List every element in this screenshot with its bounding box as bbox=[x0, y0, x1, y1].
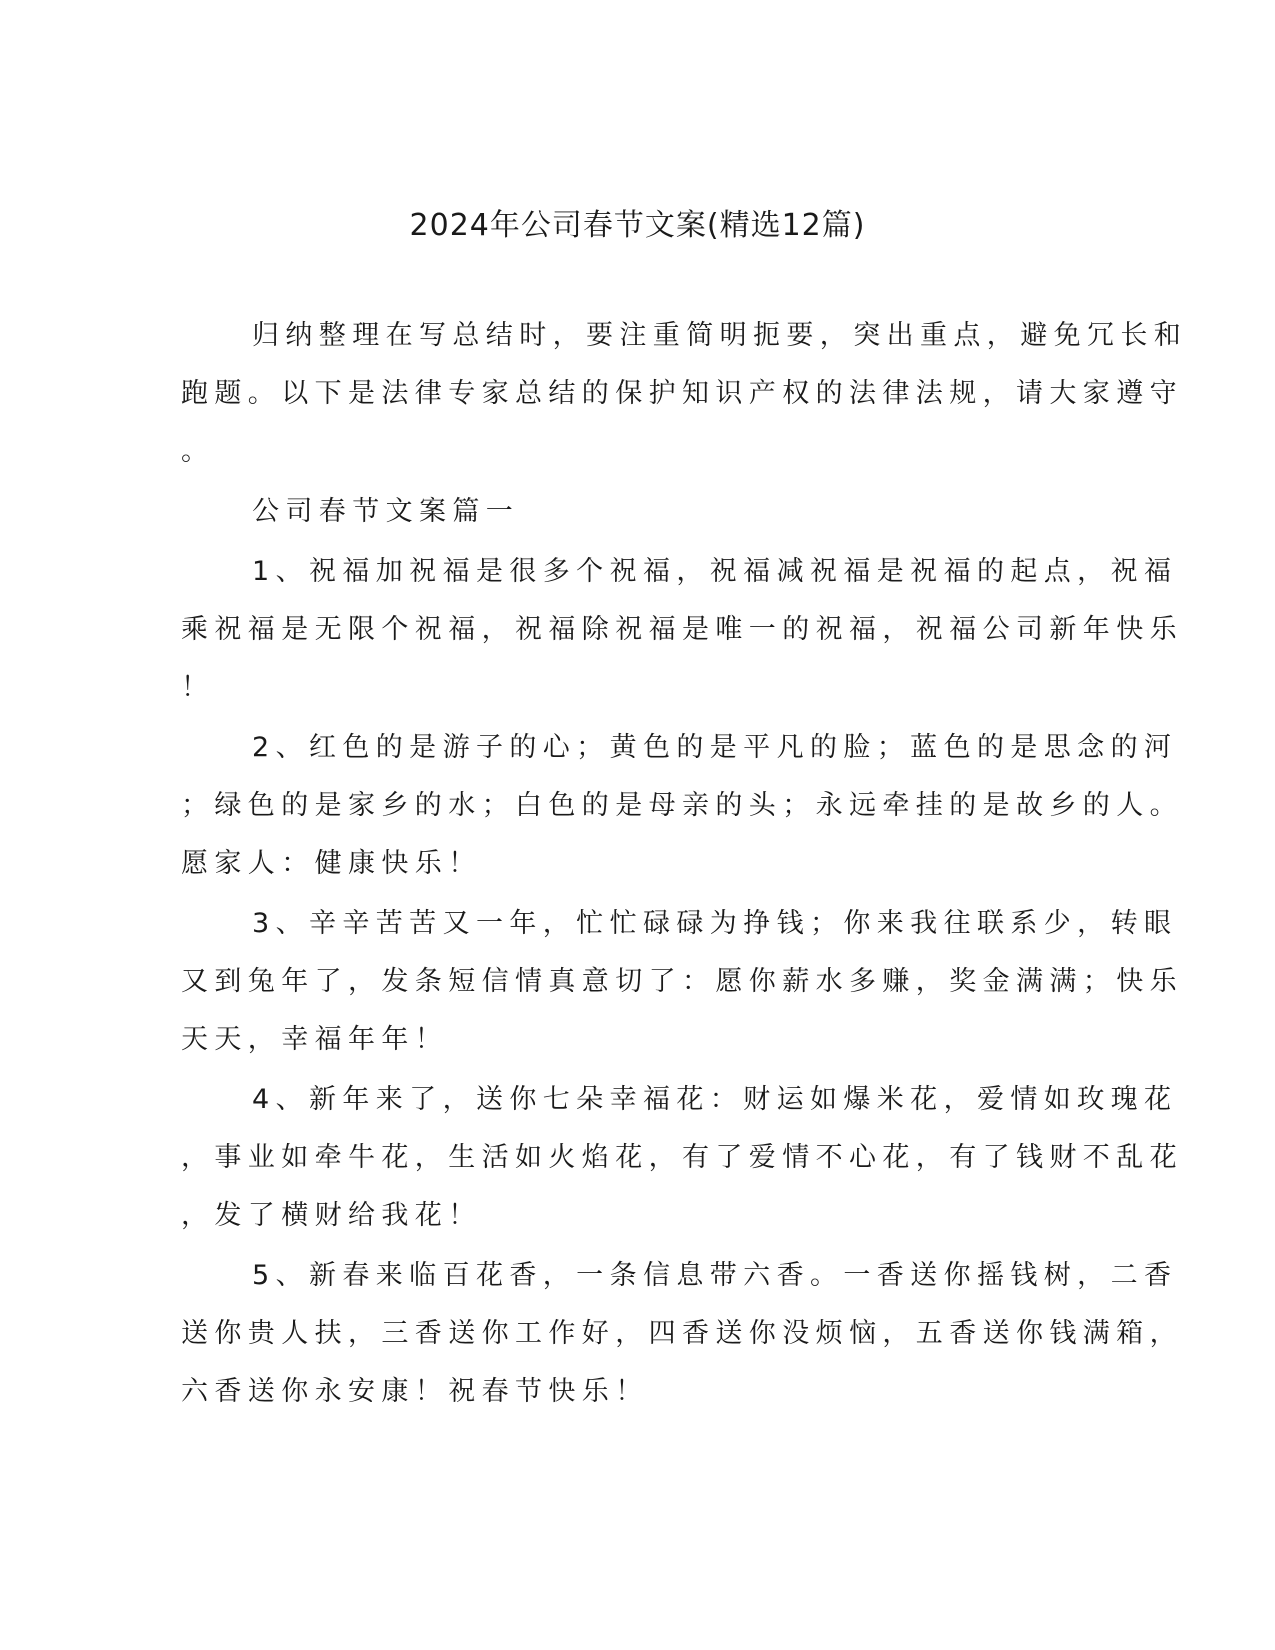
paragraph-line: 4、新年来了，送你七朵幸福花：财运如爆米花，爱情如玫瑰花 bbox=[252, 1084, 1178, 1115]
document-title: 2024年公司春节文案(精选12篇) bbox=[409, 208, 866, 243]
paragraph-line: 5、新春来临百花香，一条信息带六香。一香送你摇钱树，二香 bbox=[252, 1260, 1178, 1291]
paragraph-line: 六香送你永安康！祝春节快乐！ bbox=[181, 1376, 649, 1407]
paragraph-line: 2、红色的是游子的心；黄色的是平凡的脸；蓝色的是思念的河 bbox=[252, 732, 1178, 763]
paragraph-line: 天天，幸福年年！ bbox=[181, 1024, 449, 1055]
paragraph-line: 1、祝福加祝福是很多个祝福，祝福减祝福是祝福的起点，祝福 bbox=[252, 556, 1178, 587]
paragraph-line: ！ bbox=[181, 672, 215, 703]
paragraph-line: 乘祝福是无限个祝福，祝福除祝福是唯一的祝福，祝福公司新年快乐 bbox=[181, 614, 1183, 645]
paragraph-line: 3、辛辛苦苦又一年，忙忙碌碌为挣钱；你来我往联系少，转眼 bbox=[252, 908, 1178, 939]
paragraph-line: ，发了横财给我花！ bbox=[181, 1200, 482, 1231]
paragraph-line: ，事业如牵牛花，生活如火焰花，有了爱情不心花，有了钱财不乱花 bbox=[181, 1142, 1183, 1173]
paragraph-line: 跑题。以下是法律专家总结的保护知识产权的法律法规，请大家遵守 bbox=[181, 378, 1183, 409]
paragraph-line: 送你贵人扶，三香送你工作好，四香送你没烦恼，五香送你钱满箱， bbox=[181, 1318, 1183, 1349]
paragraph-line: 归纳整理在写总结时，要注重简明扼要，突出重点，避免冗长和 bbox=[252, 320, 1188, 351]
paragraph-line: ；绿色的是家乡的水；白色的是母亲的头；永远牵挂的是故乡的人。 bbox=[181, 790, 1183, 821]
paragraph-line: 愿家人：健康快乐！ bbox=[181, 848, 482, 879]
section-heading: 公司春节文案篇一 bbox=[252, 496, 520, 527]
paragraph-line: 。 bbox=[181, 436, 215, 467]
paragraph-line: 又到兔年了，发条短信情真意切了：愿你薪水多赚，奖金满满；快乐 bbox=[181, 966, 1183, 997]
